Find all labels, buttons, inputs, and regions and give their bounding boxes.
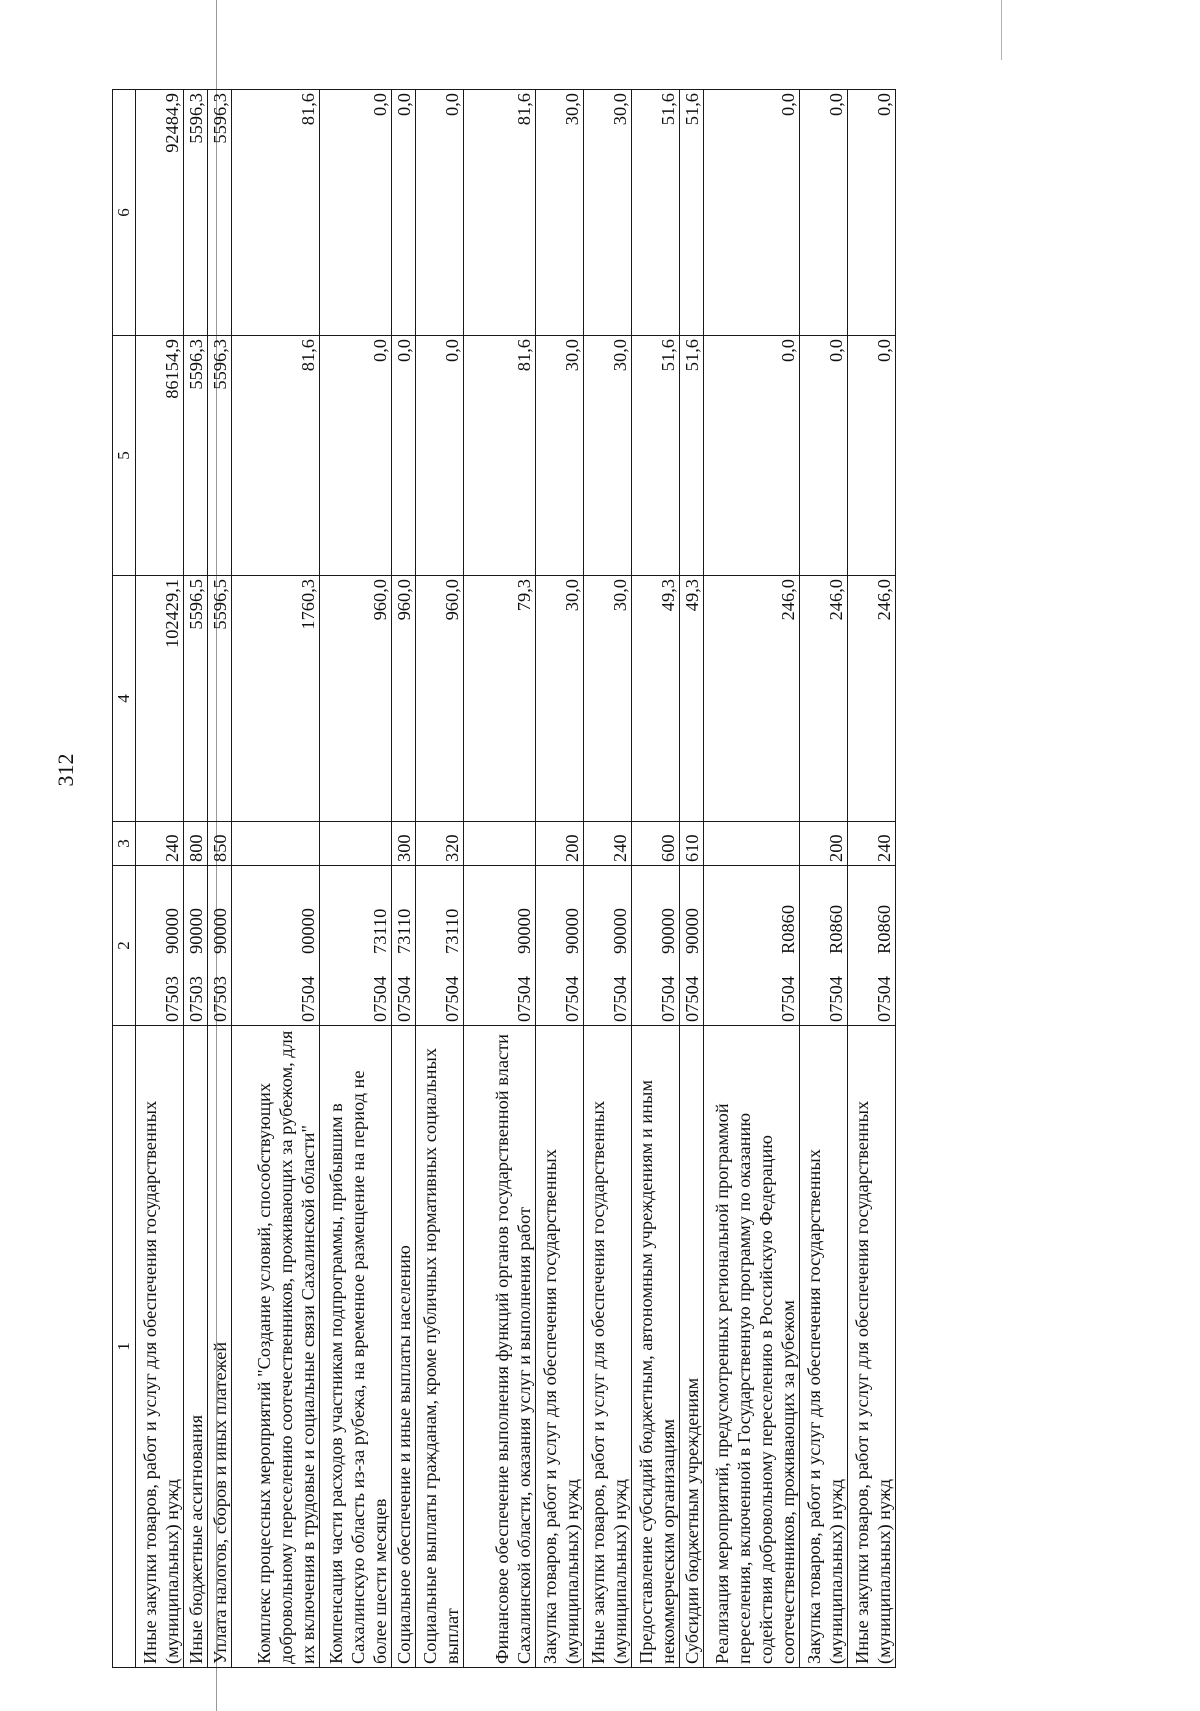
row-section-code: 07504 (658, 976, 678, 1022)
row-value-col4: 30,0 (584, 576, 632, 822)
row-name: Закупка товаров, работ и услуг для обеспечения государственных (муниципальных) нужд (536, 1026, 584, 1668)
header-cell-3: 3 (113, 822, 136, 866)
row-codes (584, 866, 632, 1026)
row-value-col6: 92484,9 (136, 90, 184, 336)
header-cell-2: 2 (113, 866, 136, 1026)
table-row (392, 90, 416, 1668)
row-value-col4: 960,0 (392, 576, 416, 822)
row-expense-kind (464, 822, 536, 866)
row-name: Иные закупки товаров, работ и услуг для обеспечения государственных (муниципальных) нужд (584, 1026, 632, 1668)
row-section-code: 07504 (682, 976, 702, 1022)
row-value-col5: 51,6 (680, 336, 704, 576)
row-name: Иные бюджетные ассигнования (184, 1026, 208, 1668)
row-value-col4: 246,0 (704, 576, 800, 822)
table-row (464, 90, 536, 1668)
row-expense-kind: 240 (136, 822, 184, 866)
row-expense-kind: 600 (632, 822, 680, 866)
row-value-col6: 0,0 (848, 90, 896, 336)
row-target-code: 90000 (514, 908, 534, 954)
row-target-code: R0860 (778, 904, 798, 954)
row-target-code: 90000 (682, 908, 702, 954)
row-value-col5: 81,6 (464, 336, 536, 576)
table-row (416, 90, 464, 1668)
row-value-col6: 51,6 (632, 90, 680, 336)
row-value-col6: 30,0 (584, 90, 632, 336)
row-value-col4: 102429,1 (136, 576, 184, 822)
row-value-col6: 0,0 (416, 90, 464, 336)
table-row (848, 90, 896, 1668)
table-row (800, 90, 848, 1668)
row-codes (632, 866, 680, 1026)
header-cell-4: 4 (113, 576, 136, 822)
row-target-code: R0860 (826, 904, 846, 954)
row-value-col6: 0,0 (704, 90, 800, 336)
row-value-col5: 0,0 (800, 336, 848, 576)
row-name: Комплекс процессных мероприятий "Создание условий, способствующих добровольному переселению соотечественников, проживающих за рубежом, для их включения в трудовые и социальные связи Сахалинской области" (232, 1026, 320, 1668)
row-value-col5: 51,6 (632, 336, 680, 576)
row-value-col5: 0,0 (416, 336, 464, 576)
table-row (536, 90, 584, 1668)
row-target-code: 73110 (370, 908, 390, 954)
row-expense-kind (232, 822, 320, 866)
row-codes (704, 866, 800, 1026)
table-row (704, 90, 800, 1668)
row-value-col4: 960,0 (416, 576, 464, 822)
row-name: Закупка товаров, работ и услуг для обеспечения государственных (муниципальных) нужд (800, 1026, 848, 1668)
row-codes (184, 866, 208, 1026)
row-expense-kind: 800 (184, 822, 208, 866)
row-name: Предоставление субсидий бюджетным, автономным учреждениям и иным некоммерческим организациям (632, 1026, 680, 1668)
row-section-code: 07504 (514, 976, 534, 1022)
table-body (136, 90, 896, 1668)
row-codes (136, 866, 184, 1026)
row-value-col6: 81,6 (464, 90, 536, 336)
row-section-code: 07504 (610, 976, 630, 1022)
budget-table (112, 89, 896, 1668)
row-codes (800, 866, 848, 1026)
header-row (113, 90, 136, 1668)
row-expense-kind: 240 (584, 822, 632, 866)
row-value-col6: 5596,3 (208, 90, 232, 336)
row-value-col5: 5596,3 (208, 336, 232, 576)
row-codes (464, 866, 536, 1026)
row-expense-kind: 240 (848, 822, 896, 866)
row-value-col4: 246,0 (848, 576, 896, 822)
row-codes (680, 866, 704, 1026)
row-section-code: 07503 (210, 976, 230, 1022)
row-codes (208, 866, 232, 1026)
row-name: Социальное обеспечение и иные выплаты населению (392, 1026, 416, 1668)
table-row (232, 90, 320, 1668)
row-section-code: 07504 (442, 976, 462, 1022)
row-expense-kind: 200 (800, 822, 848, 866)
row-value-col4: 5596,5 (208, 576, 232, 822)
row-value-col6: 30,0 (536, 90, 584, 336)
row-value-col5: 0,0 (848, 336, 896, 576)
row-value-col6: 0,0 (320, 90, 392, 336)
row-value-col6: 51,6 (680, 90, 704, 336)
row-value-col5: 0,0 (320, 336, 392, 576)
row-value-col5: 5596,3 (184, 336, 208, 576)
row-expense-kind: 610 (680, 822, 704, 866)
row-target-code: 90000 (610, 908, 630, 954)
row-value-col5: 0,0 (392, 336, 416, 576)
row-target-code: 90000 (162, 908, 182, 954)
row-codes (320, 866, 392, 1026)
page-number-text: 312 (53, 753, 78, 787)
row-target-code: 00000 (298, 908, 318, 954)
row-value-col6: 81,6 (232, 90, 320, 336)
row-target-code: 90000 (562, 908, 582, 954)
row-value-col5: 81,6 (232, 336, 320, 576)
row-value-col4: 5596,5 (184, 576, 208, 822)
row-target-code: 90000 (186, 908, 206, 954)
row-value-col4: 49,3 (680, 576, 704, 822)
row-expense-kind: 300 (392, 822, 416, 866)
row-value-col6: 5596,3 (184, 90, 208, 336)
row-target-code: 90000 (658, 908, 678, 954)
row-target-code: 73110 (442, 908, 462, 954)
row-value-col5: 30,0 (584, 336, 632, 576)
row-name: Субсидии бюджетным учреждениям (680, 1026, 704, 1668)
row-expense-kind (704, 822, 800, 866)
row-section-code: 07504 (778, 976, 798, 1022)
row-name: Компенсация части расходов участникам подпрограммы, прибывшим в Сахалинскую область из-за рубежа, на временное размещение на период не более шести месяцев (320, 1026, 392, 1668)
row-codes (416, 866, 464, 1026)
row-section-code: 07504 (370, 976, 390, 1022)
table-row (320, 90, 392, 1668)
row-name: Уплата налогов, сборов и иных платежей (208, 1026, 232, 1668)
table-row (632, 90, 680, 1668)
row-codes (232, 866, 320, 1026)
row-section-code: 07504 (874, 976, 894, 1022)
row-value-col4: 79,3 (464, 576, 536, 822)
row-expense-kind: 320 (416, 822, 464, 866)
row-value-col5: 30,0 (536, 336, 584, 576)
table-row (184, 90, 208, 1668)
row-section-code: 07503 (186, 976, 206, 1022)
row-target-code: R0860 (874, 904, 894, 954)
header-cell-5: 5 (113, 336, 136, 576)
row-name: Социальные выплаты гражданам, кроме публичных нормативных социальных выплат (416, 1026, 464, 1668)
row-section-code: 07504 (394, 976, 414, 1022)
row-value-col4: 30,0 (536, 576, 584, 822)
row-value-col4: 49,3 (632, 576, 680, 822)
row-name: Иные закупки товаров, работ и услуг для обеспечения государственных (муниципальных) нужд (848, 1026, 896, 1668)
row-value-col5: 0,0 (704, 336, 800, 576)
row-expense-kind: 200 (536, 822, 584, 866)
header-cell-6: 6 (113, 90, 136, 336)
row-name: Финансовое обеспечение выполнения функций органов государственной власти Сахалинской области, оказания услуг и выполнения работ (464, 1026, 536, 1668)
row-value-col4: 246,0 (800, 576, 848, 822)
header-cell-1: 1 (113, 1026, 136, 1668)
row-name: Реализация мероприятий, предусмотренных региональной программой переселения, включенной в Государственную программу по оказанию содействия добровольному переселению в Российскую Федерацию соотечественников, проживающих за рубежом (704, 1026, 800, 1668)
row-codes (536, 866, 584, 1026)
row-expense-kind (320, 822, 392, 866)
row-section-code: 07504 (562, 976, 582, 1022)
row-expense-kind: 850 (208, 822, 232, 866)
row-section-code: 07503 (162, 976, 182, 1022)
row-name: Иные закупки товаров, работ и услуг для обеспечения государственных (муниципальных) нужд (136, 1026, 184, 1668)
row-value-col6: 0,0 (800, 90, 848, 336)
row-value-col6: 0,0 (392, 90, 416, 336)
row-codes (848, 866, 896, 1026)
row-section-code: 07504 (298, 976, 318, 1022)
row-section-code: 07504 (826, 976, 846, 1022)
row-value-col5: 86154,9 (136, 336, 184, 576)
table-row (208, 90, 232, 1668)
table-row (584, 90, 632, 1668)
row-value-col4: 1760,3 (232, 576, 320, 822)
table-row (680, 90, 704, 1668)
row-target-code: 90000 (210, 908, 230, 954)
table-row (136, 90, 184, 1668)
row-codes (392, 866, 416, 1026)
row-target-code: 73110 (394, 908, 414, 954)
row-value-col4: 960,0 (320, 576, 392, 822)
